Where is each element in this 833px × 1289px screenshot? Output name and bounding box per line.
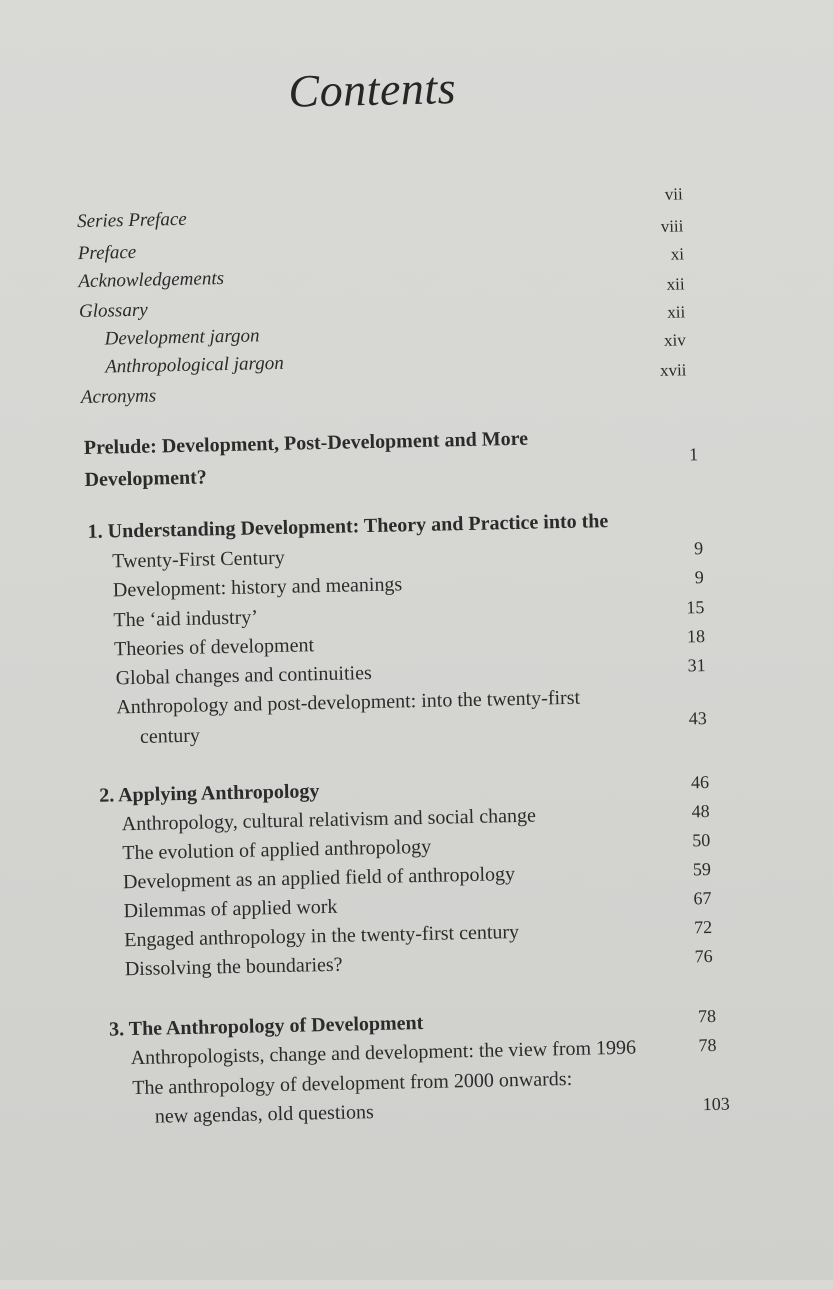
toc-section-label: Anthropology, cultural relativism and social change xyxy=(121,804,537,836)
toc-section-label: The ‘aid industry’ xyxy=(113,606,259,632)
toc-entry-page: xi xyxy=(670,244,685,264)
toc-section-label-line2: new agendas, old questions xyxy=(154,1101,374,1128)
toc-section-page: 67 xyxy=(693,887,712,909)
toc-section-page: 76 xyxy=(694,945,713,967)
toc-section-page: 9 xyxy=(694,567,704,588)
toc-entry-label: Glossary xyxy=(78,299,148,323)
toc-section-label: The evolution of applied anthropology xyxy=(122,835,432,865)
toc-section-page: 31 xyxy=(687,655,706,676)
toc-entry-label: Preface xyxy=(77,241,137,265)
toc-entry-page: xiv xyxy=(663,330,686,350)
toc-entry-label: Development jargon xyxy=(104,325,260,350)
toc-section-page: 48 xyxy=(691,800,710,822)
toc-entry-page: xii xyxy=(666,274,685,294)
prelude-page: 1 xyxy=(688,444,699,465)
toc-section-label: Development: history and meanings xyxy=(112,573,403,602)
toc-section-label: Dilemmas of applied work xyxy=(123,895,338,923)
toc-section-label: Dissolving the boundaries? xyxy=(124,953,343,981)
chapter-2-title: 2. Applying Anthropology xyxy=(98,780,320,807)
toc-section-label: Engaged anthropology in the twenty-first century xyxy=(123,920,520,952)
toc-section-page: 72 xyxy=(693,916,713,938)
toc-section-page: 18 xyxy=(686,626,706,647)
toc-section-page: 50 xyxy=(692,829,711,851)
toc-entry-label: Anthropological jargon xyxy=(104,352,284,378)
toc-entry-page: viii xyxy=(660,216,684,236)
toc-section-page: 15 xyxy=(686,597,705,618)
chapter-3-title: 3. The Anthropology of Development xyxy=(108,1012,424,1041)
toc-section-label: Development as an applied field of anthropology xyxy=(122,863,516,894)
chapter-3-page: 78 xyxy=(697,1005,717,1027)
page-title: Contents xyxy=(287,62,457,117)
toc-entry-label: Acknowledgements xyxy=(78,268,225,293)
prelude-title-line2: Development? xyxy=(84,466,207,491)
toc-entry-label: Series Preface xyxy=(76,208,187,233)
chapter-2-page: 46 xyxy=(690,771,710,793)
chapter-1-page: 9 xyxy=(693,538,704,559)
toc-section-label: Anthropologists, change and development: the view from 1996 xyxy=(130,1036,637,1070)
toc-entry-page: xvii xyxy=(659,360,687,380)
toc-section-label: Global changes and continuities xyxy=(115,662,372,690)
toc-section-page: 59 xyxy=(692,858,712,880)
toc-entry-page: xii xyxy=(667,302,686,322)
toc-entry-label: Acronyms xyxy=(80,385,157,409)
toc-section-page: 103 xyxy=(702,1093,730,1115)
prelude-title-line1: Prelude: Development, Post-Development and More xyxy=(83,427,529,459)
toc-entry-page: vii xyxy=(664,184,683,204)
toc-section-label-line1: The anthropology of development from 2000 onwards: xyxy=(132,1067,573,1100)
toc-section-label-line1: Anthropology and post-development: into the twenty-first xyxy=(116,686,581,719)
chapter-1-title-line1: 1. Understanding Development: Theory and Practice into the xyxy=(87,510,609,543)
toc-section-page: 78 xyxy=(698,1034,717,1056)
toc-section-page: 43 xyxy=(688,708,707,729)
toc-section-label-line2: century xyxy=(139,724,201,748)
toc-section-label: Theories of development xyxy=(113,634,315,661)
chapter-1-title-line2: Twenty-First Century xyxy=(112,546,285,573)
